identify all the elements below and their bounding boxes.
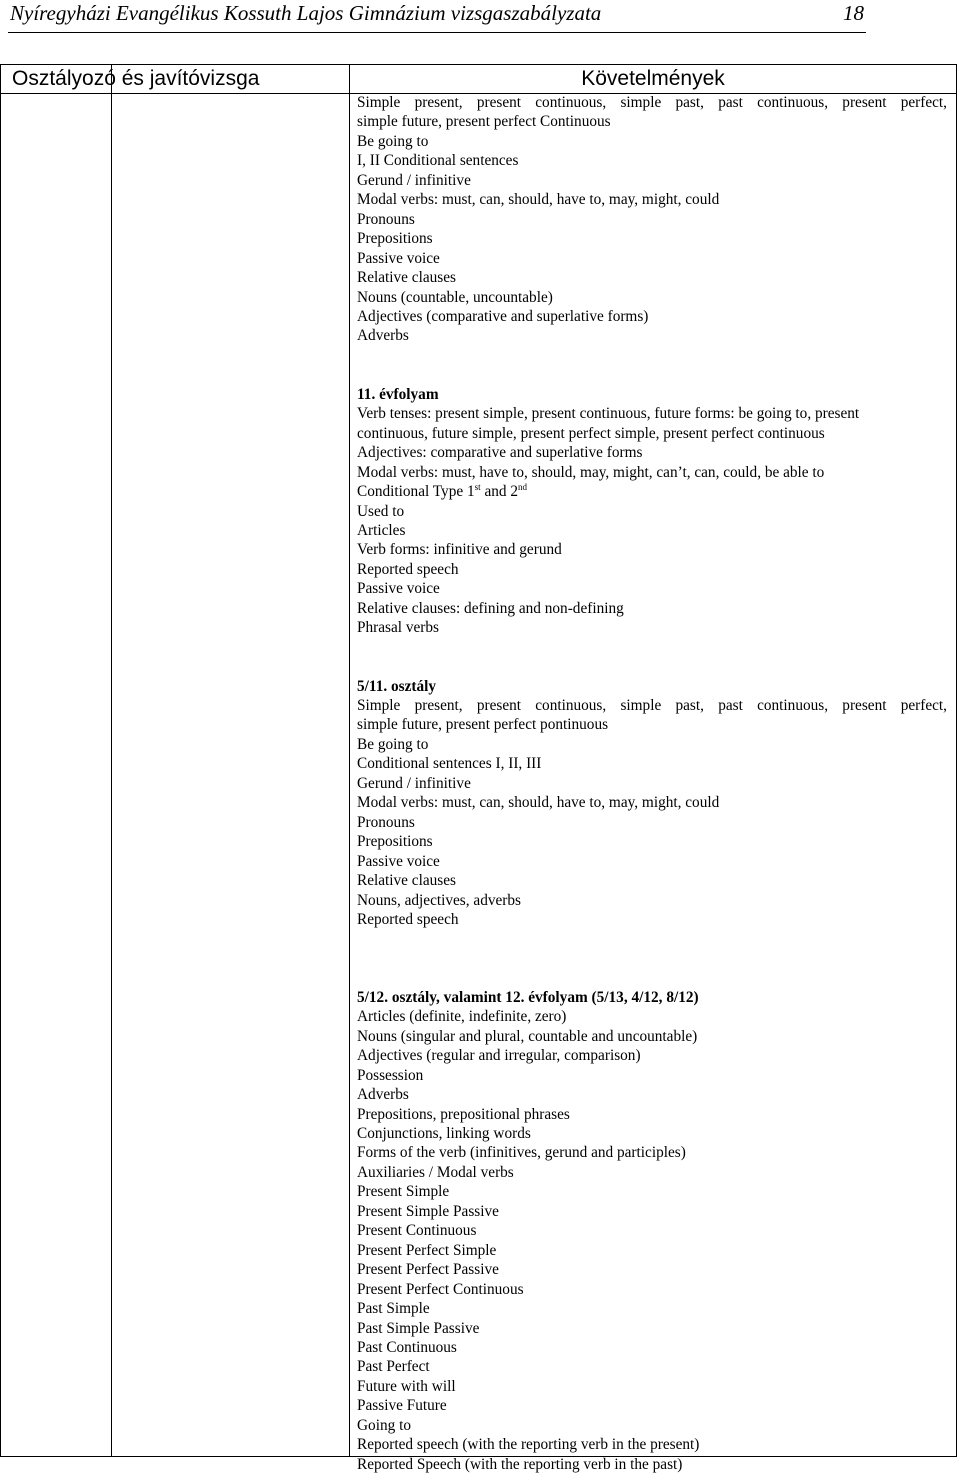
text-line: Adjectives (comparative and superlative forms) [357, 307, 649, 325]
text-line: Going to [357, 1416, 411, 1434]
text-line: Pronouns [357, 813, 415, 831]
text-line: Present Perfect Simple [357, 1241, 497, 1259]
text-line: Reported speech [357, 560, 459, 578]
text-line: continuous, future simple, present perfect simple, present perfect continuous [357, 424, 825, 442]
spacer [357, 638, 947, 677]
text-line: Future with will [357, 1377, 456, 1395]
conditional-middle: and 2 [480, 483, 519, 501]
text-line: Adjectives (regular and irregular, comparison) [357, 1047, 641, 1065]
conditional-line [357, 482, 947, 501]
text-line: Gerund / infinitive [357, 774, 471, 792]
text-line: Past Continuous [357, 1338, 457, 1356]
text-line: Modal verbs: must, have to, should, may, might, can’t, can, could, be able to [357, 463, 825, 481]
section-title: 11. évfolyam [357, 385, 439, 403]
text-line: Reported speech (with the reporting verb in the present) [357, 1436, 700, 1454]
text-line: Present Simple Passive [357, 1202, 499, 1220]
block3 [357, 677, 947, 930]
table-divider-2 [349, 65, 350, 1456]
text-line: Relative clauses: defining and non-defining [357, 599, 624, 617]
spacer [357, 346, 947, 385]
text-line: Modal verbs: must, can, should, have to, may, might, could [357, 191, 720, 209]
text-line: Reported speech [357, 911, 459, 928]
text-line: Conditional sentences I, II, III [357, 755, 542, 773]
text-line: Verb forms: infinitive and gerund [357, 541, 562, 559]
text-line: Pronouns [357, 210, 415, 228]
text-line: Adverbs [357, 327, 409, 345]
requirements-content [357, 93, 947, 1474]
text-line: simple future, present perfect pontinuous [357, 716, 609, 734]
text-line: Present Simple [357, 1183, 450, 1201]
text-line: Adverbs [357, 1086, 409, 1104]
block2 [357, 385, 947, 638]
table-divider-1 [111, 65, 112, 1456]
text-line: Gerund / infinitive [357, 171, 471, 189]
text-line: Passive voice [357, 249, 440, 267]
text-line: Prepositions [357, 833, 433, 851]
text-line: Be going to [357, 735, 429, 753]
text-line: Be going to [357, 132, 429, 150]
text-line: Modal verbs: must, can, should, have to, may, might, could [357, 794, 720, 812]
text-line: Articles [357, 521, 406, 539]
text-line: Relative clauses [357, 269, 456, 287]
text-line: Used to [357, 502, 405, 520]
text-line: Relative clauses [357, 872, 456, 890]
text-line: Prepositions [357, 230, 433, 248]
column-header-exam: Osztályozó és javítóvizsga [12, 67, 260, 90]
text-line: Simple present, present continuous, simple past, past continuous, present perfect, [357, 94, 947, 111]
text-line: Adjectives: comparative and superlative forms [357, 444, 643, 462]
page-header [8, 0, 866, 33]
conditional-prefix: Conditional Type 1 [357, 483, 475, 501]
text-line: Past Simple [357, 1300, 430, 1318]
text-line: Past Simple Passive [357, 1319, 480, 1337]
column-header-requirements: Követelmények [581, 67, 725, 90]
text-line: simple future, present perfect Continuous [357, 113, 611, 131]
text-line: Passive Future [357, 1397, 447, 1415]
superscript-st: st [474, 482, 481, 493]
text-line: Articles (definite, indefinite, zero) [357, 1008, 567, 1026]
text-line: Nouns, adjectives, adverbs [357, 891, 521, 909]
superscript-nd: nd [518, 482, 528, 493]
block1 [357, 93, 947, 346]
text-line: Prepositions, prepositional phrases [357, 1105, 570, 1123]
spacer [357, 929, 947, 987]
section-title: 5/12. osztály, valamint 12. évfolyam (5/13, 4/12, 8/12) [357, 988, 699, 1006]
text-line: Nouns (countable, uncountable) [357, 288, 553, 306]
text-line: Present Continuous [357, 1222, 477, 1240]
text-line: Possession [357, 1066, 424, 1084]
block4 [357, 988, 947, 1474]
text-line: Simple present, present continuous, simple past, past continuous, present perfect, [357, 697, 947, 715]
text-line: Present Perfect Passive [357, 1261, 499, 1279]
text-line: Passive voice [357, 852, 440, 870]
text-line: Forms of the verb (infinitives, gerund and participles) [357, 1144, 686, 1162]
page-number: 18 [843, 1, 864, 25]
section-title: 5/11. osztály [357, 677, 437, 695]
text-line: Conjunctions, linking words [357, 1124, 531, 1142]
text-line: Present Perfect Continuous [357, 1280, 524, 1298]
text-line: Passive voice [357, 580, 440, 598]
text-line: I, II Conditional sentences [357, 152, 519, 170]
text-line: Nouns (singular and plural, countable and uncountable) [357, 1027, 698, 1045]
text-line: Auxiliaries / Modal verbs [357, 1163, 514, 1181]
text-line: Phrasal verbs [357, 619, 439, 637]
text-line: Reported Speech (with the reporting verb in the past) [357, 1455, 683, 1473]
text-line: Past Perfect [357, 1358, 430, 1376]
document-title: Nyíregyházi Evangélikus Kossuth Lajos Gimnázium vizsgaszabályzata [10, 1, 602, 25]
text-line: Verb tenses: present simple, present continuous, future forms: be going to, present [357, 405, 860, 423]
